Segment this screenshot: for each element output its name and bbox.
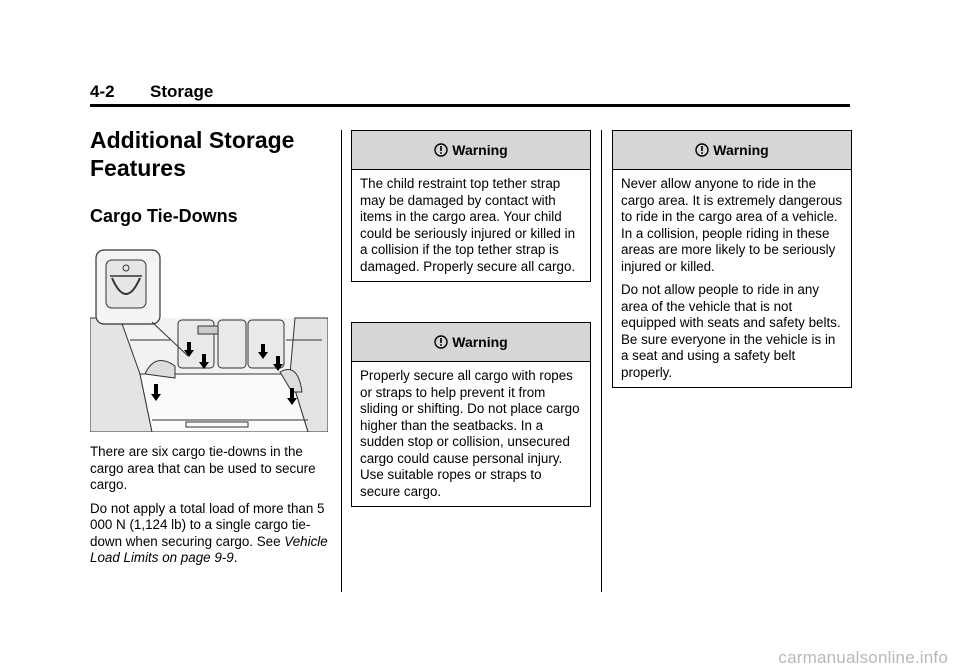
column-divider: [601, 130, 602, 592]
warning-title: Warning: [452, 142, 508, 158]
warning-header: [352, 131, 590, 170]
body-paragraph: [90, 501, 328, 567]
subsection-title: Cargo Tie-Downs: [90, 206, 238, 226]
warning-body: [352, 170, 590, 281]
body-text: .: [233, 550, 238, 565]
cross-reference-link[interactable]: Vehicle Load Limits on page 9-9: [90, 533, 328, 565]
warning-box: [351, 130, 591, 282]
warning-text: Do not allow people to ride in any area of the vehicle that is not equipped with seats and safety belts. Be sure everyone in the vehicle is in a seat and using a safety belt properly.: [621, 282, 841, 380]
warning-text: The child restraint top tether strap may be damaged by contact with items in the cargo area. Your child could be seriously injured or killed in a collision if the top tether strap is damaged. Properly secure all cargo.: [360, 176, 576, 274]
page-number: 4-2: [90, 82, 115, 101]
page-header: [90, 80, 850, 107]
warning-header: [613, 131, 851, 170]
section-title: Storage: [150, 82, 214, 101]
warning-icon: [695, 143, 709, 157]
warning-body: [352, 362, 590, 506]
column-divider: [341, 130, 342, 592]
warning-box: [612, 130, 852, 388]
warning-text: Never allow anyone to ride in the cargo area. It is extremely dangerous to ride in the cargo area of a vehicle. In a collision, people riding in these areas are more likely to be seriously injured or killed.: [621, 176, 843, 274]
left-column: [90, 126, 328, 574]
warning-body: [613, 170, 851, 387]
cargo-tie-down-illustration: [90, 244, 328, 432]
warning-header: [352, 323, 590, 362]
watermark: carmanualsonline.info: [778, 648, 948, 667]
body-paragraph: There are six cargo tie-downs in the cargo area that can be used to secure cargo.: [90, 444, 316, 492]
page-title: Additional Storage Features: [90, 127, 295, 181]
warning-icon: [434, 143, 448, 157]
warning-icon: [434, 335, 448, 349]
warning-text: Properly secure all cargo with ropes or straps to help prevent it from sliding or shifting. Do not place cargo higher than the seatbacks. In a sudden stop or collision, unsecured cargo could cause personal injury. Use suitable ropes or straps to secure cargo.: [360, 368, 580, 499]
warning-box: [351, 322, 591, 507]
body-text: Do not apply a total load of more than 5 000 N (1,124 lb) to a single cargo tie-down when securing cargo. See: [90, 500, 325, 549]
warning-title: Warning: [713, 142, 769, 158]
warning-title: Warning: [452, 334, 508, 350]
